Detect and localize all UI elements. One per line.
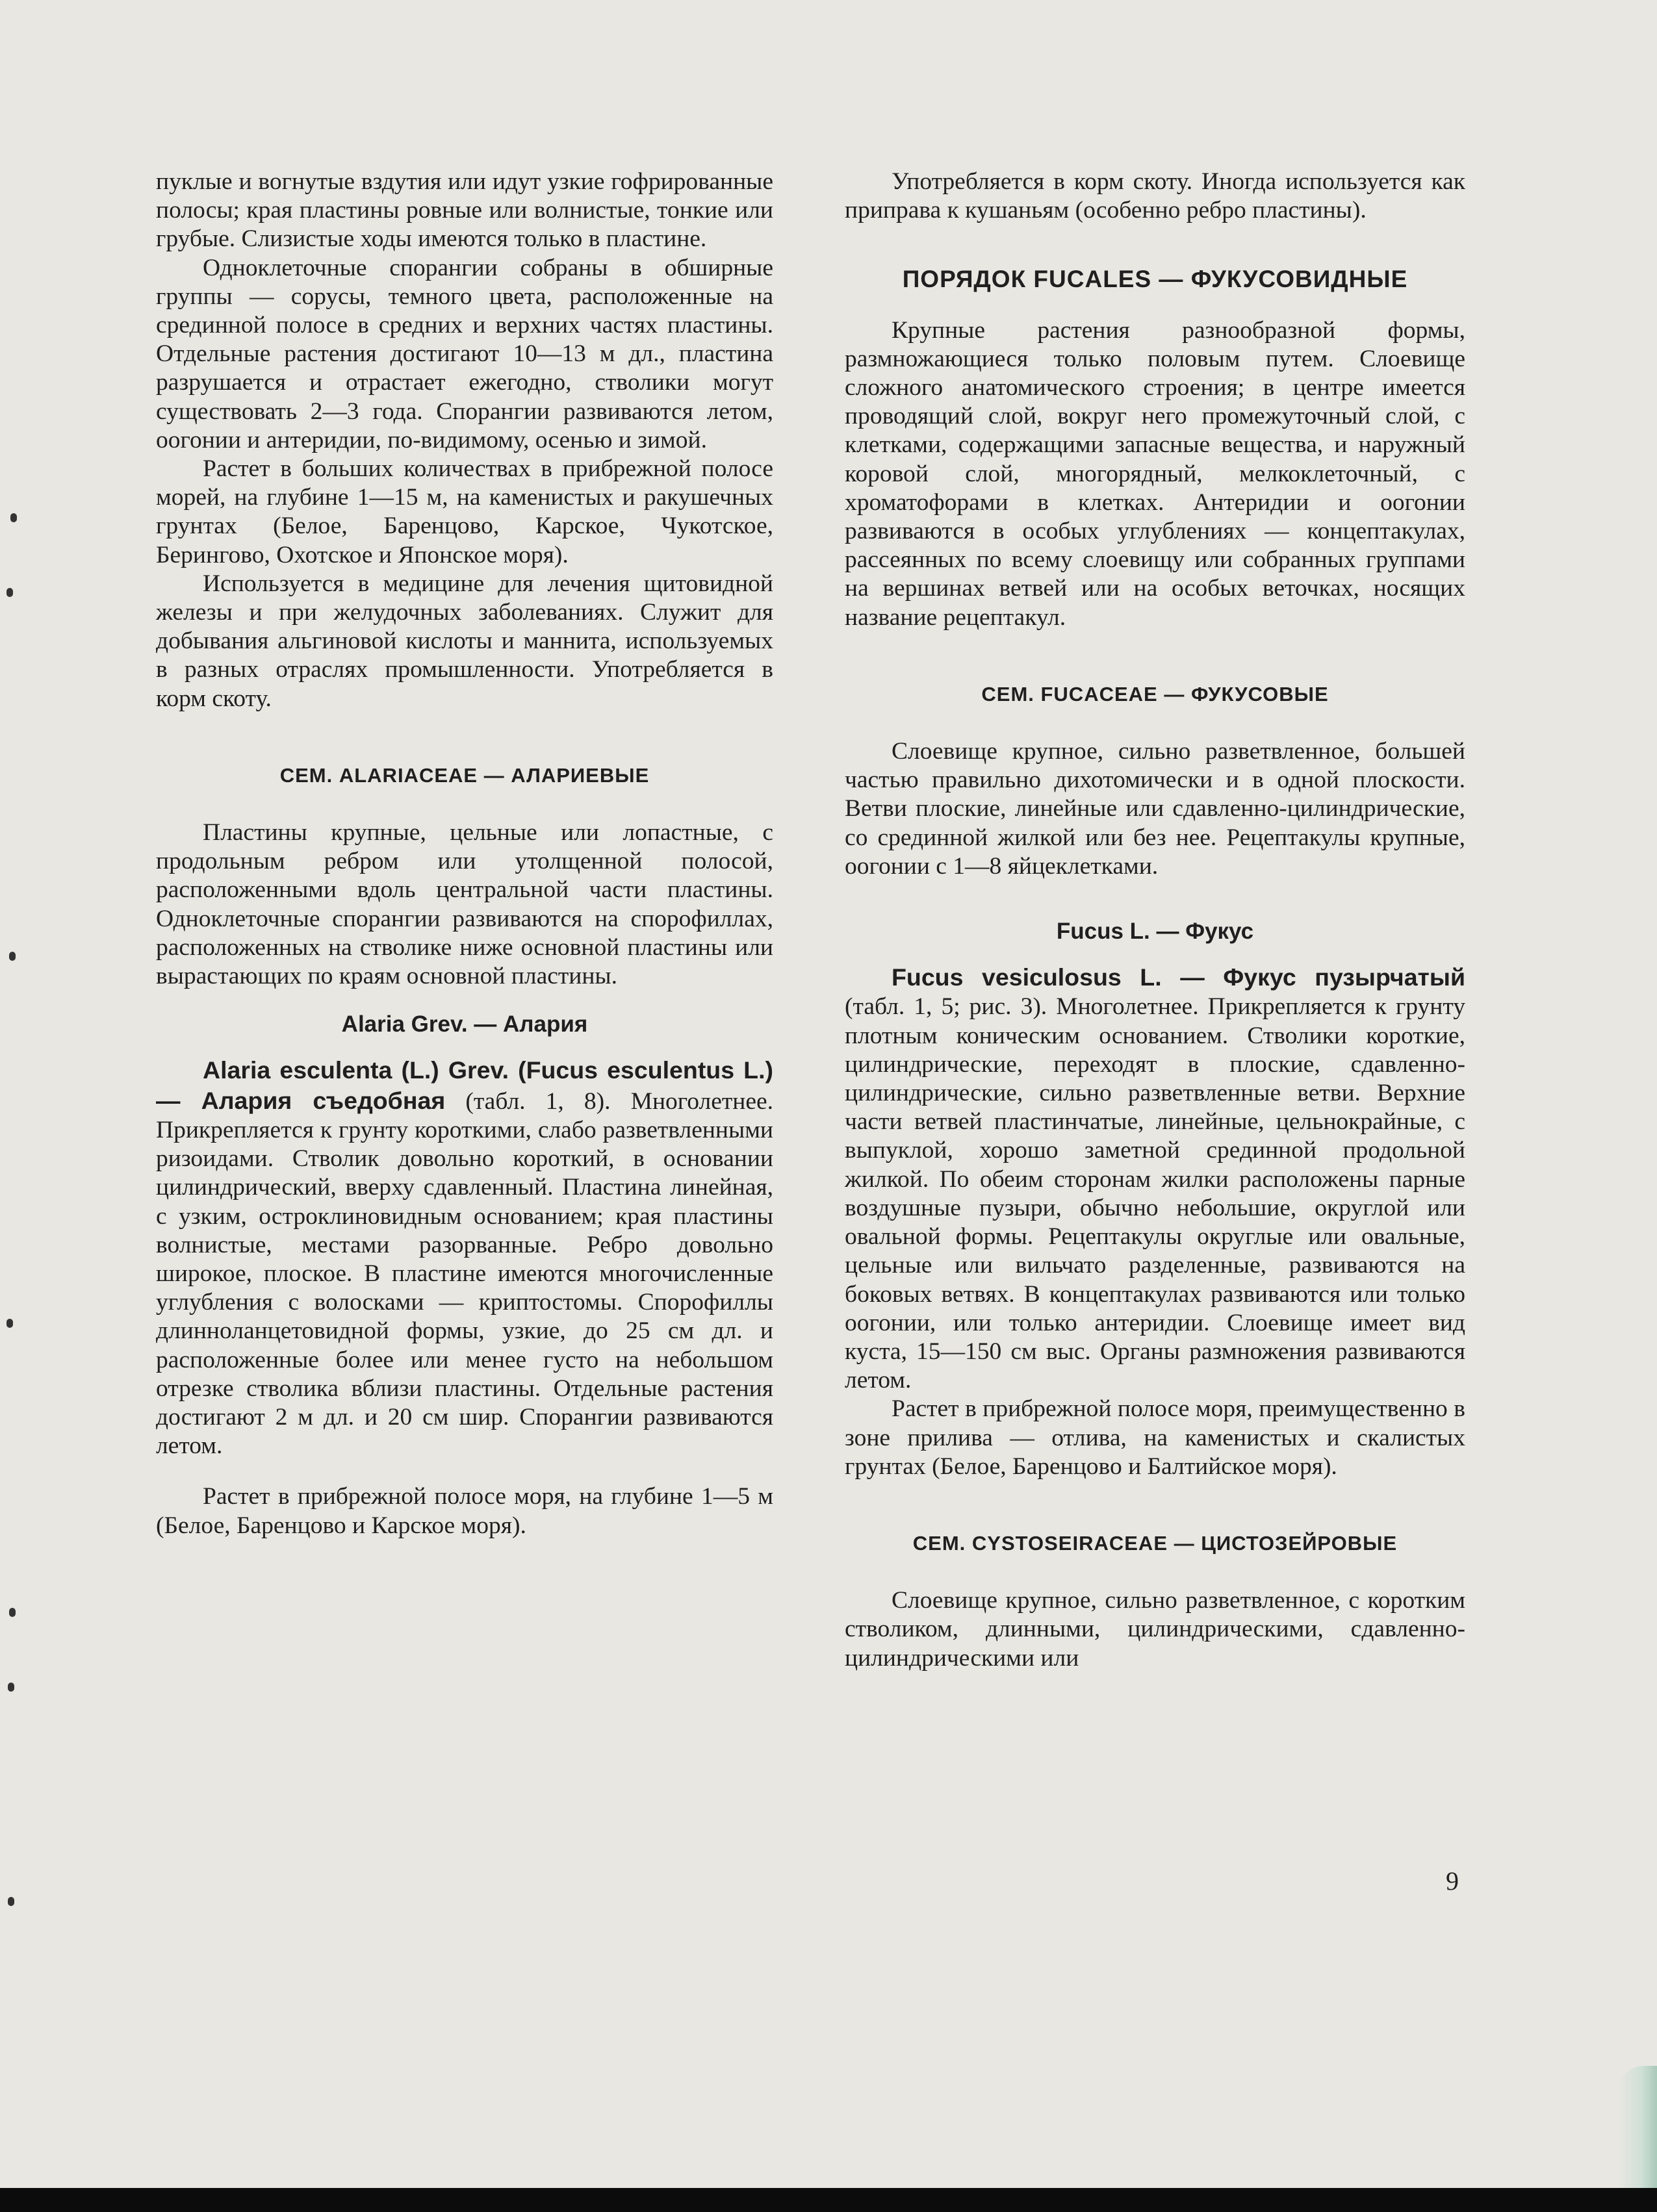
paragraph: Слоевище крупное, сильно разветвленное, большей частью правильно дихотомически и в одной плоскости. Ветви плоские, линейные или сдавленно-цилиндрические, со срединной жилкой или без нее. Рецептакулы крупные, оогонии с 1—8 яйцеклетками. xyxy=(845,738,1465,880)
right-column xyxy=(845,168,1465,1673)
paragraph: Употребляется в корм скоту. Иногда используется как приправа к кушаньям (особенно ребро пластины). xyxy=(845,168,1465,224)
species-entry xyxy=(845,963,1465,1395)
paragraph: пуклые и вогнутые вздутия или идут узкие гофрированные полосы; края пластины ровные или волнистые, тонкие или грубые. Слизистые ходы имеются только в пластине. xyxy=(156,168,773,253)
margin-mark xyxy=(9,1608,16,1617)
margin-mark xyxy=(10,513,17,522)
genus-heading: Alaria Grev. — Алария xyxy=(341,1011,588,1037)
species-description: (табл. 1, 8). Многолетнее. Прикрепляется к грунту короткими, слабо разветвленными ризоидами. Стволик довольно короткий, в основании цилиндрический, вверху сдавленный. Пластина линейная, с узким, остроклиновидным основанием; края пластины волнистые, местами разорванные. Ребро довольно широкое, плоское. В пластине имеются многочисленные углубления с волосками — криптостомы. Спорофиллы длинноланцетовидной формы, узкие, до 25 см дл. и расположенные более или менее густо на небольшом отрезке стволика вблизи пластины. Отдельные растения достигают 2 м дл. и 20 см шир. Спорангии развиваются летом. xyxy=(156,1087,773,1460)
margin-mark xyxy=(8,1897,14,1906)
order-heading: ПОРЯДОК FUCALES — ФУКУСОВИДНЫЕ xyxy=(902,266,1408,293)
left-column xyxy=(156,168,773,1540)
scan-border xyxy=(0,2188,1657,2212)
family-heading: СЕМ. ALARIACEAE — АЛАРИЕВЫЕ xyxy=(279,763,650,787)
margin-mark xyxy=(6,1319,13,1328)
paragraph: Крупные растения разнообразной формы, размножающиеся только половым путем. Слоевище сложного анатомического строения; в центре имеется проводящий слой, вокруг него промежуточный слой, с клетками, содержащими запасные вещества, и наружный коровой слой, многорядный, мелкоклеточный, с хроматофорами в клетках. Антеридии и оогонии развиваются в особых углублениях — концептакулах, рассеянных по всему слоевищу или собранных группами на вершинах ветвей или на особых веточках, носящих название рецептакул. xyxy=(845,316,1465,631)
paragraph: Пластины крупные, цельные или лопастные, с продольным ребром или утолщенной полосой, расположенными вдоль центральной части пластины. Одноклеточные спорангии развиваются на спорофиллах, расположенных на стволике ниже основной пластины или вырастающих по краям основной пластины. xyxy=(156,819,773,990)
genus-heading: Fucus L. — Фукус xyxy=(1056,919,1254,945)
paragraph: Растет в больших количествах в прибрежной полосе морей, на глубине 1—15 м, на каменистых и ракушечных грунтах (Белое, Баренцово, Карское, Чукотское, Берингово, Охотское и Японское моря). xyxy=(156,455,773,568)
species-name: Alaria esculenta (L.) Grev. (Fucus esculentus L.) — Алария съедобная xyxy=(156,1056,773,1114)
family-heading: СЕМ. FUCACEAE — ФУКУСОВЫЕ xyxy=(981,682,1329,706)
page-number: 9 xyxy=(1446,1866,1459,1896)
margin-mark xyxy=(6,588,13,597)
paragraph: Растет в прибрежной полосе моря, на глубине 1—5 м (Белое, Баренцово и Карское моря). xyxy=(156,1483,773,1539)
paragraph: Одноклеточные спорангии собраны в обширные группы — сорусы, темного цвета, расположенные на срединной полосе в средних и верхних частях пластины. Отдельные растения достигают 10—13 м дл., пластина разрушается и отрастает ежегодно, стволики могут существовать 2—3 года. Спорангии развиваются летом, оогонии и антеридии, по-видимому, осенью и зимой. xyxy=(156,254,773,453)
paragraph: Используется в медицине для лечения щитовидной железы и при желудочных заболеваниях. Служит для добывания альгиновой кислоты и маннита, используемых в разных отраслях промышленности. Употребляется в корм скоту. xyxy=(156,570,773,712)
species-description: (табл. 1, 5; рис. 3). Многолетнее. Прикрепляется к грунту плотным коническим основанием. Стволики короткие, цилиндрические, переходят в плоские, сдавленно-цилиндрические, сильно разветвленные ветви. Верхние части ветвей пластинчатые, линейные, цельнокрайные, с выпуклой, хорошо заметной срединной продольной жилкой. По обеим сторонам жилки расположены парные воздушные пузыри, обычно небольшие, округлой или овальной формы. Рецептакулы округлые или овальные, цельные или вильчато разделенные, развиваются на боковых ветвях. В концептакулах развиваются или только оогонии, или только антеридии. Слоевище имеет вид куста, 15—150 см выс. Органы размножения развиваются летом. xyxy=(845,993,1465,1394)
paragraph: Слоевище крупное, сильно разветвленное, с коротким стволиком, длинными, цилиндрическими, сдавленно-цилиндрическими или xyxy=(845,1587,1465,1672)
margin-mark xyxy=(8,1683,14,1692)
margin-mark xyxy=(9,952,16,961)
page-edge xyxy=(1618,2066,1657,2189)
family-heading: СЕМ. CYSTOSEIRACEAE — ЦИСТОЗЕЙРОВЫЕ xyxy=(912,1531,1398,1555)
paragraph: Растет в прибрежной полосе моря, преимущественно в зоне прилива — отлива, на каменистых и скалистых грунтах (Белое, Баренцово и Балтийское моря). xyxy=(845,1395,1465,1480)
species-name: Fucus vesiculosus L. — Фукус пузырчатый xyxy=(892,963,1465,991)
species-entry xyxy=(156,1056,773,1460)
